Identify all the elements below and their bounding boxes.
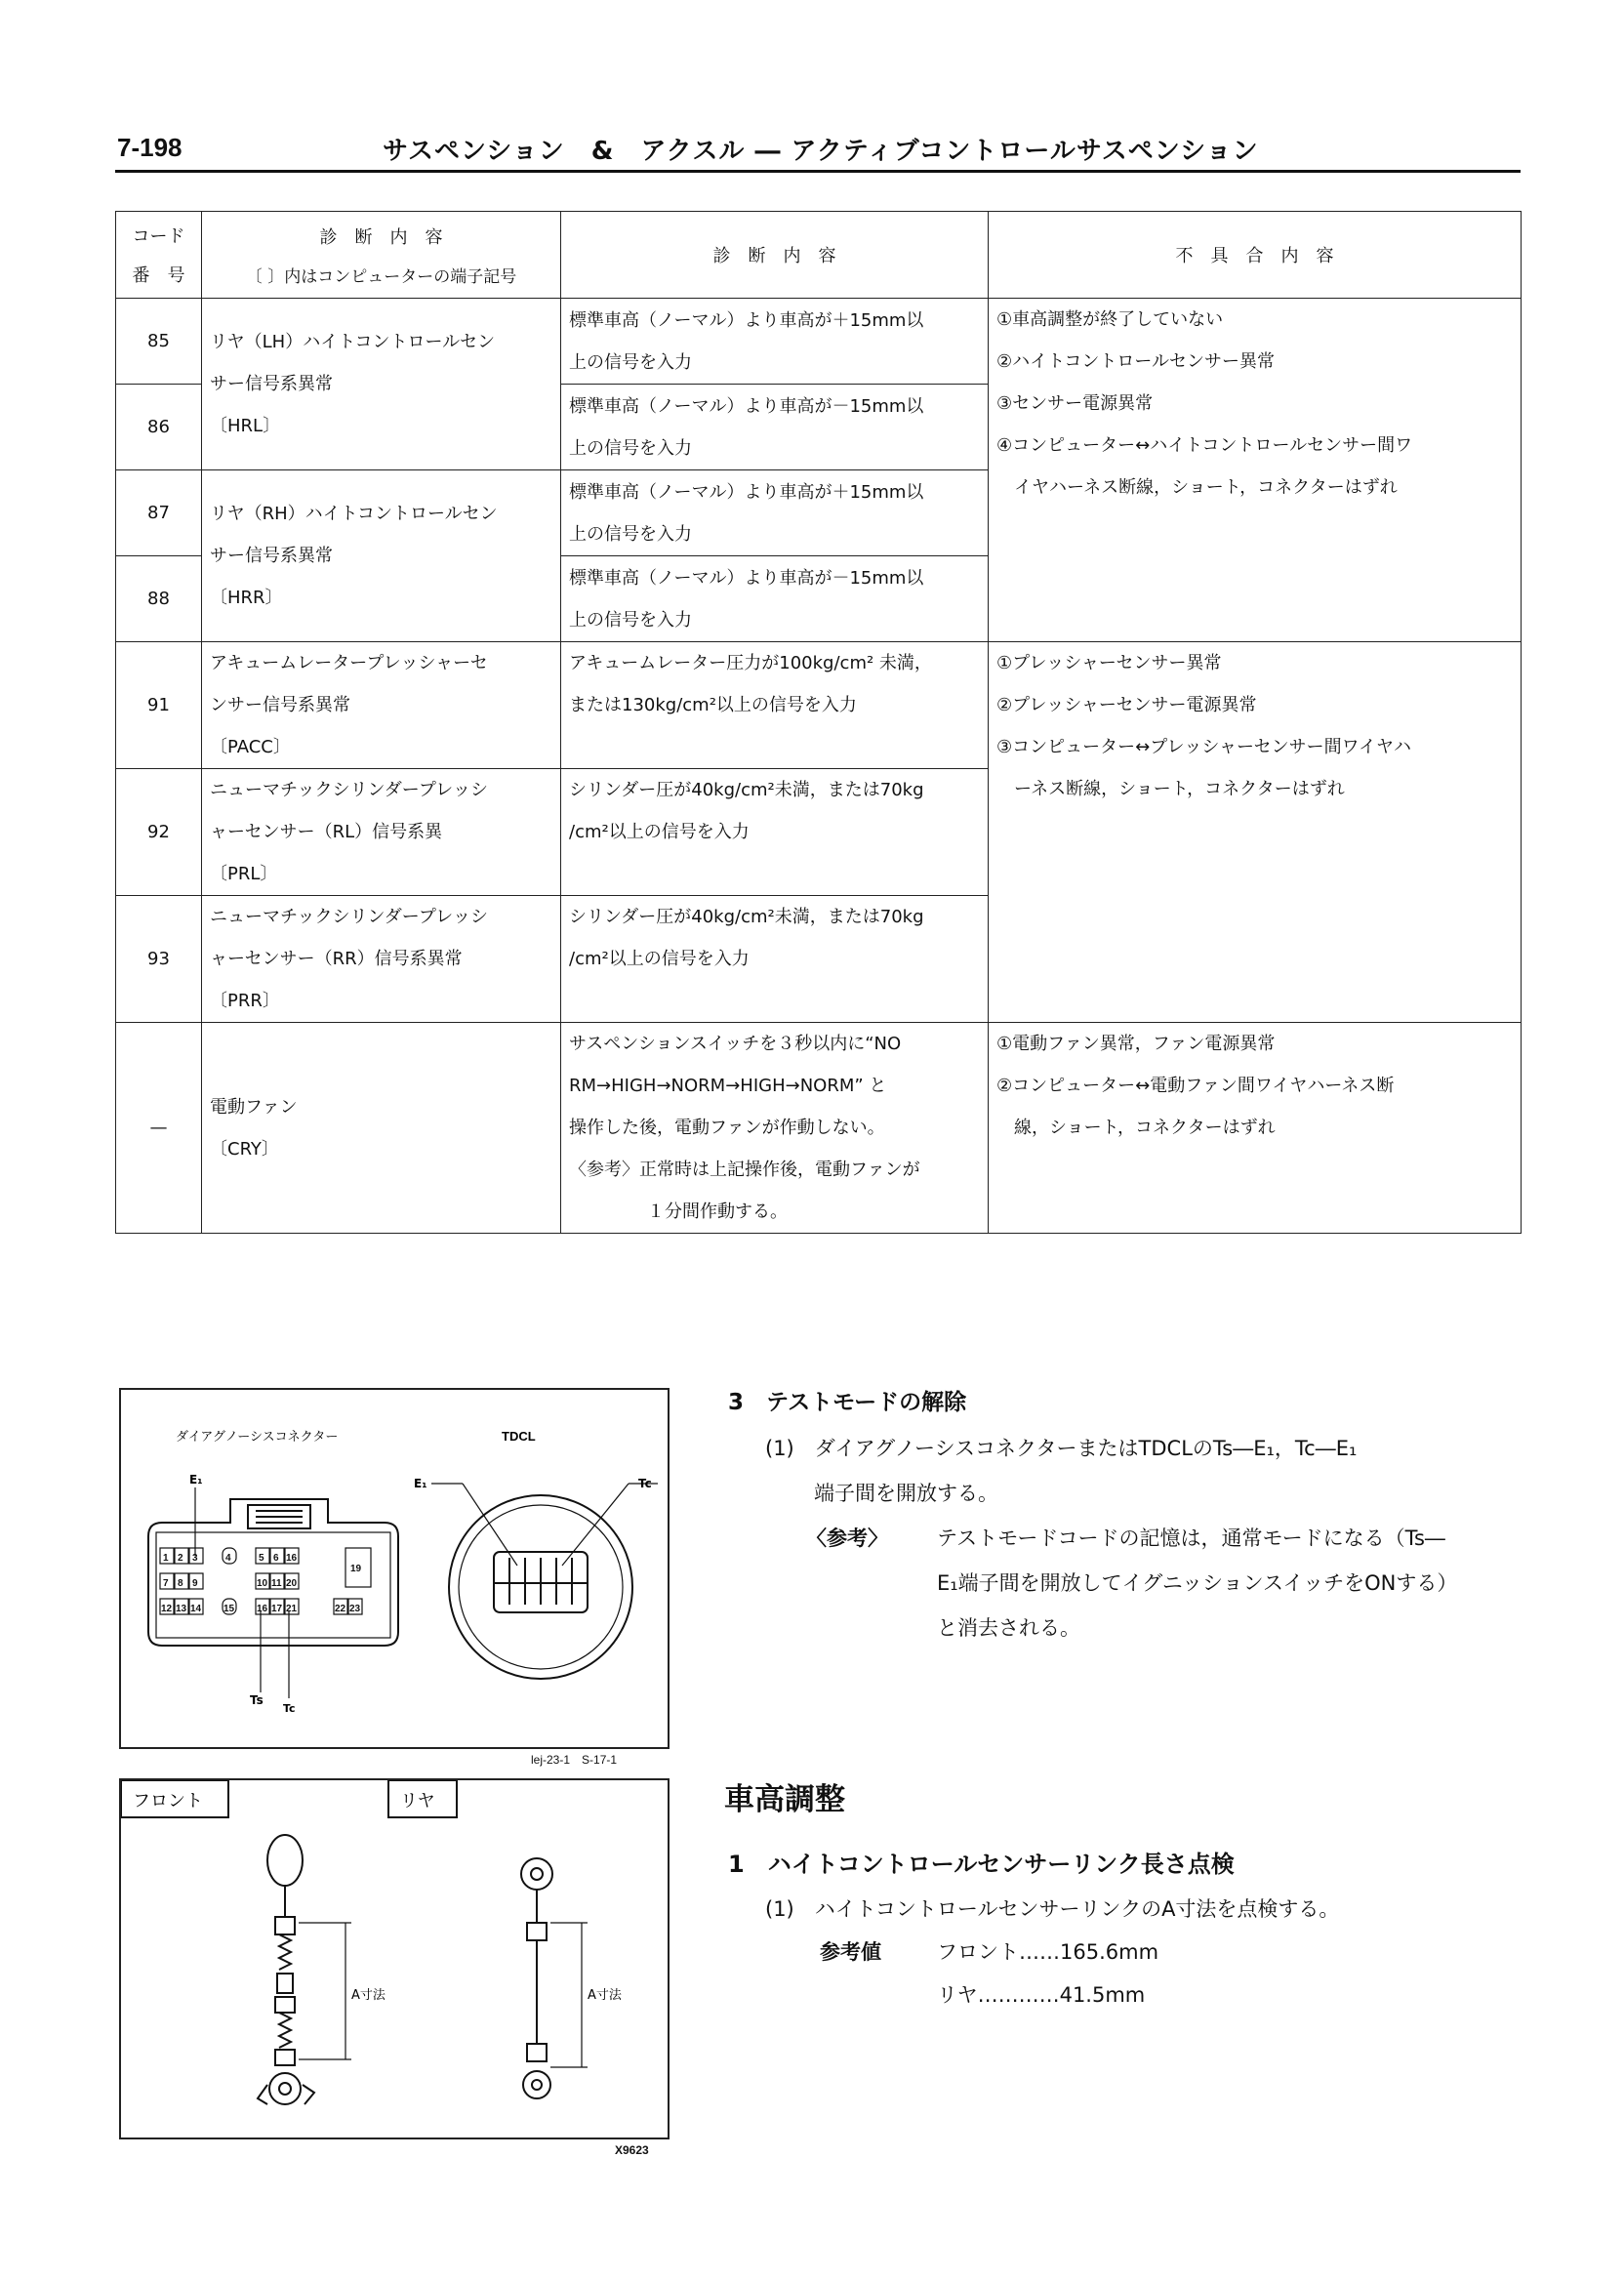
condition-line: 標準車高（ノーマル）より車高が－15mm以	[569, 567, 924, 589]
fault-line: ーネス断線，ショート，コネクターはずれ	[996, 779, 1345, 799]
pin-label: 19	[350, 1564, 362, 1574]
header-code-line2: 番 号	[132, 265, 185, 286]
condition-line: 〈参考〉正常時は上記操作後，電動ファンが	[569, 1160, 920, 1180]
leader-lines	[195, 1487, 289, 1698]
condition-cell	[561, 470, 989, 556]
front-dimension	[299, 1923, 351, 2059]
condition-line: /cm²以上の信号を入力	[569, 822, 750, 842]
item-cell-pacc	[202, 642, 561, 769]
header-item	[202, 212, 561, 299]
pin-label: 14	[190, 1604, 202, 1614]
link-diagram	[121, 1780, 668, 2138]
fault-line: イヤハーネス断線，ショート，コネクターはずれ	[996, 477, 1398, 498]
item-line: 〔CRY〕	[210, 1138, 279, 1160]
ref-value-front: フロント……165.6mm	[937, 1940, 1159, 1964]
header-fault-label: 不 具 合 内 容	[1175, 246, 1334, 266]
item-line: 〔PRR〕	[210, 991, 280, 1011]
condition-line: 標準車高（ノーマル）より車高が＋15mm以	[569, 481, 924, 503]
item-cell-cry	[202, 1023, 561, 1234]
code-cell: 93	[116, 896, 202, 1023]
connector-pins	[160, 1548, 371, 1614]
condition-line: シリンダー圧が40kg/cm²未満，または70kg	[569, 907, 924, 927]
item-line: 〔PACC〕	[210, 737, 291, 757]
pin-label: 5	[259, 1553, 264, 1564]
front-label: フロント	[133, 1791, 203, 1812]
section3-note-line1: テストモードコードの記憶は，通常モードになる（Ts―	[937, 1527, 1445, 1550]
ref-value-label: 参考値	[820, 1940, 881, 1964]
item-line: サー信号系異常	[210, 374, 333, 394]
pin-label: 16	[286, 1553, 298, 1564]
item-line: ニューマチックシリンダープレッシ	[210, 907, 488, 927]
code-cell: 86	[116, 385, 202, 470]
header-code-line1: コード	[132, 226, 185, 247]
fault-line: ①電動ファン異常，ファン電源異常	[996, 1034, 1276, 1054]
figure1-code: lej-23-1 S-17-1	[531, 1753, 618, 1767]
pin-label: 12	[161, 1604, 173, 1614]
pin-label: 15	[223, 1604, 235, 1614]
fault-line: ②ハイトコントロールセンサー異常	[996, 351, 1276, 372]
diag-connector-label: ダイアグノーシスコネクター	[176, 1430, 339, 1445]
fault-line: ③センサー電源異常	[996, 393, 1154, 414]
pin-label: 3	[192, 1553, 198, 1564]
pin-label: 2	[178, 1553, 183, 1564]
fault-line: ②コンピューター↔電動ファン間ワイヤハーネス断	[996, 1076, 1395, 1096]
condition-cell	[561, 385, 989, 470]
front-dim-label: A寸法	[351, 1988, 386, 2003]
item-line: ンサー信号系異常	[210, 695, 350, 715]
header-content	[561, 212, 989, 299]
condition-line: 上の信号を入力	[569, 351, 692, 373]
condition-cell	[561, 299, 989, 385]
pin-label: 13	[176, 1604, 187, 1614]
table-row	[116, 1023, 1522, 1234]
connector-diagram	[121, 1390, 668, 1747]
fault-cell-fan	[989, 1023, 1522, 1234]
pin-label: 20	[286, 1578, 298, 1589]
page-number: 7-198	[117, 133, 183, 162]
item-line: 電動ファン	[210, 1096, 298, 1118]
tdcl-tc-label: Tc	[638, 1477, 652, 1490]
code-cell: 91	[116, 642, 202, 769]
item-cell-rear-lh	[202, 299, 561, 470]
section3-title: 3 テストモードの解除	[728, 1390, 967, 1415]
pin-label: 9	[192, 1578, 198, 1589]
link-figure	[119, 1778, 670, 2139]
code-cell: 87	[116, 470, 202, 556]
fault-cell-height	[989, 299, 1522, 642]
condition-line: /cm²以上の信号を入力	[569, 949, 750, 969]
fault-cell-pressure	[989, 642, 1522, 1023]
ref-value-rear: リヤ…………41.5mm	[937, 1983, 1146, 2007]
table-row	[116, 299, 1522, 385]
height-adjust-step1: (1) ハイトコントロールセンサーリンクのA寸法を点検する。	[765, 1897, 1340, 1921]
pin-label: 10	[257, 1578, 268, 1589]
fault-line: ①車高調整が終了していない	[996, 309, 1224, 330]
height-adjust-title: 車高調整	[724, 1782, 845, 1817]
fault-line: ②プレッシャーセンサー電源異常	[996, 695, 1257, 715]
item-line: リヤ（RH）ハイトコントロールセン	[210, 504, 498, 524]
front-link	[258, 1835, 314, 2104]
section3-note-line3: と消去される。	[937, 1616, 1080, 1640]
condition-line: または130kg/cm²以上の信号を入力	[569, 695, 857, 715]
condition-cell	[561, 1023, 989, 1234]
item-line: ニューマチックシリンダープレッシ	[210, 780, 488, 800]
code-cell: 92	[116, 769, 202, 896]
item-line: 〔HRR〕	[210, 588, 283, 608]
item-cell-prl	[202, 769, 561, 896]
item-line: 〔PRL〕	[210, 864, 278, 884]
pin-label: 6	[273, 1553, 279, 1564]
pin-label: 4	[225, 1553, 231, 1564]
header-code	[116, 212, 202, 299]
e1-label: E₁	[189, 1473, 203, 1486]
condition-line: 上の信号を入力	[569, 609, 692, 631]
tdcl-connector	[431, 1484, 658, 1679]
pin-label: 7	[163, 1578, 169, 1589]
item-line: ャーセンサー（RL）信号系異	[210, 822, 443, 842]
fault-line: ④コンピューター↔ハイトコントロールセンサー間ワ	[996, 435, 1413, 456]
item-line: 〔HRL〕	[210, 416, 281, 436]
condition-line: 操作した後，電動ファンが作動しない。	[569, 1118, 885, 1138]
condition-line: シリンダー圧が40kg/cm²未満，または70kg	[569, 780, 924, 800]
rear-link	[521, 1858, 552, 2098]
condition-line: 上の信号を入力	[569, 437, 692, 459]
connector-figure	[119, 1388, 670, 1749]
pin-label: 21	[286, 1604, 298, 1614]
item-cell-rear-rh	[202, 470, 561, 642]
diagnosis-table	[115, 211, 1522, 1234]
pin-label: 23	[349, 1604, 361, 1614]
code-cell: 88	[116, 556, 202, 642]
condition-line: サスペンションスイッチを３秒以内に“NO	[569, 1034, 902, 1054]
section3-note-line2: E₁端子間を開放してイグニッションスイッチをONする）	[937, 1571, 1458, 1595]
condition-line: １分間作動する。	[647, 1201, 788, 1222]
figure2-code: X9623	[615, 2143, 649, 2157]
item-line: ャーセンサー（RR）信号系異常	[210, 949, 463, 969]
condition-line: 上の信号を入力	[569, 523, 692, 545]
condition-line: RM→HIGH→NORM→HIGH→NORM” と	[569, 1076, 887, 1096]
condition-cell	[561, 556, 989, 642]
condition-cell	[561, 642, 989, 769]
code-cell: 85	[116, 299, 202, 385]
pin-label: 1	[163, 1553, 169, 1564]
header-item-line2: 〔 〕内はコンピューターの端子記号	[245, 266, 517, 287]
fault-line: ③コンピューター↔プレッシャーセンサー間ワイヤハ	[996, 737, 1412, 757]
condition-cell	[561, 769, 989, 896]
item-cell-prr	[202, 896, 561, 1023]
pin-label: 8	[178, 1578, 183, 1589]
condition-line: 標準車高（ノーマル）より車高が－15mm以	[569, 395, 924, 417]
fault-line: ①プレッシャーセンサー異常	[996, 653, 1222, 673]
item-line: アキュームレータープレッシャーセ	[210, 653, 488, 673]
ts-label: Ts	[250, 1693, 264, 1707]
tc-label-bottom: Tc	[283, 1702, 296, 1715]
pin-label: 11	[271, 1578, 282, 1589]
tdcl-e1-label: E₁	[414, 1477, 427, 1490]
header-content-label: 診 断 内 容	[712, 246, 836, 266]
pin-label: 16	[257, 1604, 268, 1614]
condition-line: アキュームレーター圧力が100kg/cm² 未満，	[569, 653, 932, 673]
pin-label: 22	[335, 1604, 346, 1614]
section3-step1-line1: (1) ダイアグノーシスコネクターまたはTDCLのTs―E₁，Tc―E₁	[765, 1437, 1358, 1460]
header-item-line1: 診 断 内 容	[319, 226, 443, 248]
header-fault	[989, 212, 1522, 299]
item-line: リヤ（LH）ハイトコントロールセン	[210, 332, 496, 352]
header-rule	[115, 170, 1521, 173]
pin-label: 17	[271, 1604, 283, 1614]
condition-line: 標準車高（ノーマル）より車高が＋15mm以	[569, 309, 924, 331]
rear-label: リヤ	[400, 1791, 435, 1812]
code-cell: —	[116, 1023, 202, 1234]
fault-line: 線，ショート，コネクターはずれ	[996, 1118, 1276, 1138]
tdcl-label: TDCL	[502, 1429, 536, 1444]
running-title: サスペンション & アクスル ― アクティブコントロールサスペンション	[383, 137, 1259, 166]
item-line: サー信号系異常	[210, 546, 333, 566]
rear-dim-label: A寸法	[588, 1988, 622, 2003]
table-header-row	[116, 212, 1522, 299]
table-row	[116, 642, 1522, 769]
section3-step1-line2: 端子間を開放する。	[814, 1482, 998, 1505]
height-adjust-sub1: 1 ハイトコントロールセンサーリンク長さ点検	[728, 1851, 1235, 1878]
rear-dimension	[550, 1923, 588, 2067]
section3-note-label: 〈参考〉	[806, 1527, 888, 1550]
condition-cell	[561, 896, 989, 1023]
